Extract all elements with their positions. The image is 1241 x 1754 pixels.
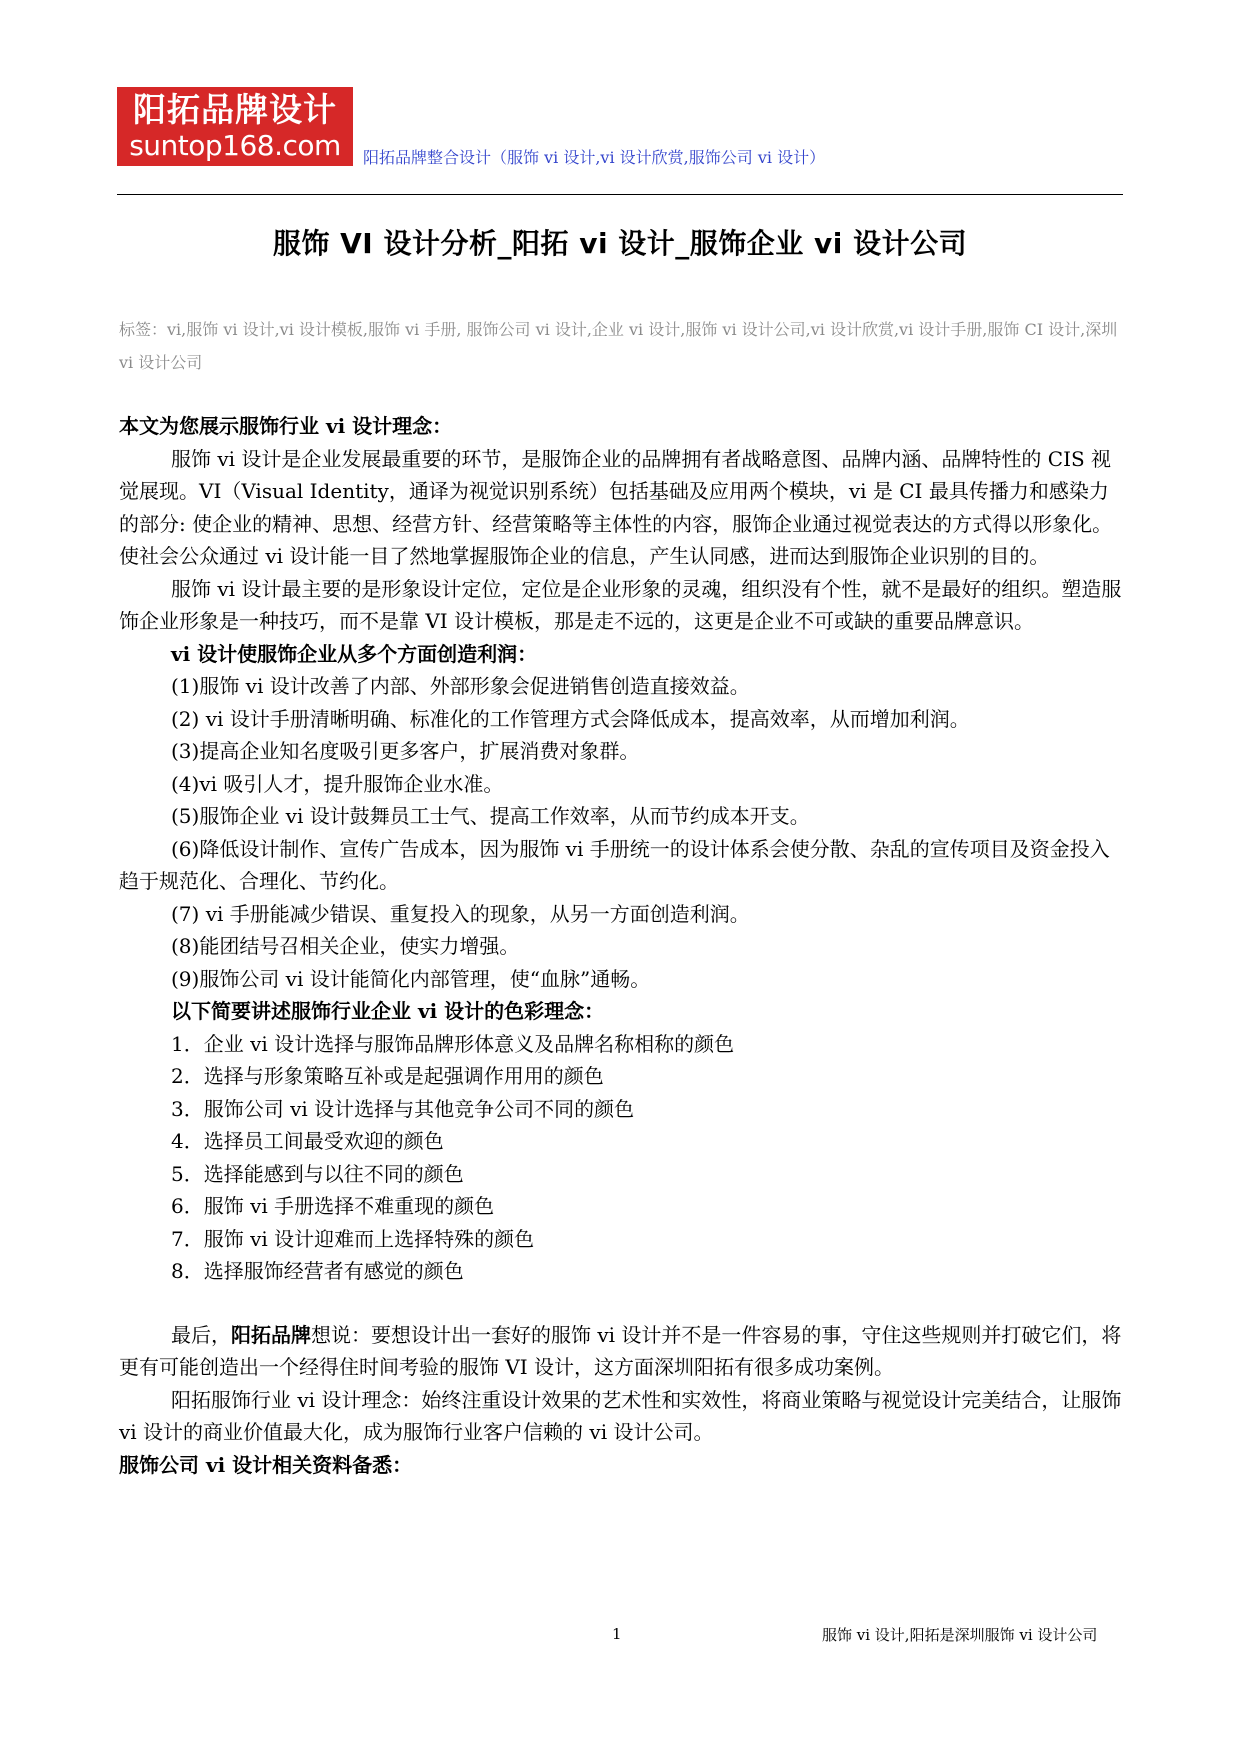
- color-list-item: 8．选择服饰经营者有感觉的颜色: [171, 1259, 464, 1283]
- list-item: (6)降低设计制作、宣传广告成本，因为服饰 vi 手册统一的设计体系会使分散、杂乱的宣传项目及资金投入趋于规范化、合理化、节约化。: [119, 836, 1110, 893]
- list-item: (7) vi 手册能减少错误、重复投入的现象，从另一方面创造利润。: [171, 901, 750, 926]
- list-item: (9)服饰公司 vi 设计能简化内部管理，使“血脉”通畅。: [171, 966, 651, 991]
- footer-text: 服饰 vi 设计,阳拓是深圳服饰 vi 设计公司: [822, 1626, 1098, 1644]
- list-item: (5)服饰企业 vi 设计鼓舞员工士气、提高工作效率，从而节约成本开支。: [171, 804, 810, 828]
- color-list-item: 1．企业 vi 设计选择与服饰品牌形体意义及品牌名称相称的颜色: [171, 1031, 735, 1056]
- paragraph-spacer: [119, 1288, 1123, 1319]
- document-body: [119, 410, 1123, 1481]
- closing-brand: 阳拓品牌: [231, 1322, 311, 1347]
- color-list-item: 2．选择与形象策略互补或是起强调作用用的颜色: [171, 1064, 604, 1088]
- paragraph-positioning: 服饰 vi 设计最主要的是形象设计定位，定位是企业形象的灵魂，组织没有个性，就不是最好的组织。塑造服饰企业形象是一种技巧，而不是靠 VI 设计模板，那是走不远的，这更是企业不可或缺的重要品牌意识。: [119, 576, 1122, 633]
- page-header: [117, 87, 1123, 197]
- logo-url-text: suntop168.com: [129, 129, 341, 162]
- list-item: (1)服饰 vi 设计改善了内部、外部形象会促进销售创造直接效益。: [171, 674, 750, 698]
- header-link[interactable]: 阳拓品牌整合设计（服饰 vi 设计,vi 设计欣赏,服饰公司 vi 设计）: [363, 148, 826, 167]
- closing-prefix: 最后，: [171, 1322, 231, 1347]
- paragraph-closing: [119, 1319, 1123, 1384]
- profit-heading: vi 设计使服饰企业从多个方面创造利润：: [171, 641, 538, 666]
- header-divider: [117, 194, 1123, 195]
- color-list-item: 6．服饰 vi 手册选择不难重现的颜色: [171, 1194, 495, 1218]
- list-item: (8)能团结号召相关企业，使实力增强。: [171, 934, 520, 958]
- brand-logo[interactable]: [117, 87, 353, 166]
- list-item: (2) vi 设计手册清晰明确、标准化的工作管理方式会降低成本，提高效率，从而增加利润。: [171, 706, 970, 731]
- closing-text: 想说：要想设计出一套好的服饰 vi 设计并不是一件容易的事，守住这些规则并打破它们，将更有可能创造出一个经得住时间考验的服饰 VI 设计，这方面深圳阳拓有很多成功案例。: [119, 1322, 1122, 1379]
- color-heading: 以下简要讲述服饰行业企业 vi 设计的色彩理念：: [171, 999, 605, 1023]
- list-item: (3)提高企业知名度吸引更多客户，扩展消费对象群。: [171, 739, 640, 763]
- paragraph-intro: 服饰 vi 设计是企业发展最重要的环节，是服饰企业的品牌拥有者战略意图、品牌内涵、品牌特性的 CIS 视觉展现。VI（Visual Identity，通译为视觉识别系统）包括基础及应用两个模块，vi 是 CI 最具传播力和感染力的部分: 使企业的精神、思想、经营方针、经营策略等主体性的内容，服饰企业通过视觉表达的方式得以形象化。使社会公众通过 vi 设计能一目了然地掌握服饰企业的信息，产生认同感，进而达到服饰企业识别的目的。: [119, 446, 1113, 568]
- paragraph-concept: 阳拓服饰行业 vi 设计理念：始终注重设计效果的艺术性和实效性，将商业策略与视觉设计完美结合，让服饰 vi 设计的商业价值最大化，成为服饰行业客户信赖的 vi 设计公司。: [119, 1387, 1122, 1444]
- intro-heading: 本文为您展示服饰行业 vi 设计理念：: [119, 414, 453, 438]
- color-list-item: 4．选择员工间最受欢迎的颜色: [171, 1129, 444, 1153]
- color-list-item: 5．选择能感到与以往不同的颜色: [171, 1161, 464, 1186]
- logo-chinese-text: 阳拓品牌设计: [133, 90, 337, 129]
- final-heading: 服饰公司 vi 设计相关资料备悉：: [119, 1452, 413, 1477]
- color-list-item: 3．服饰公司 vi 设计选择与其他竞争公司不同的颜色: [171, 1096, 635, 1121]
- tags-line: 标签：vi,服饰 vi 设计,vi 设计模板,服饰 vi 手册, 服饰公司 vi 设计,企业 vi 设计,服饰 vi 设计公司,vi 设计欣赏,vi 设计手册,服饰 CI 设计,深圳 vi 设计公司: [119, 320, 1118, 372]
- page-number: 1: [612, 1625, 622, 1643]
- document-title: 服饰 VI 设计分析_阳拓 vi 设计_服饰企业 vi 设计公司: [272, 227, 968, 260]
- list-item: (4)vi 吸引人才，提升服饰企业水准。: [171, 771, 504, 796]
- color-list-item: 7．服饰 vi 设计迎难而上选择特殊的颜色: [171, 1226, 535, 1251]
